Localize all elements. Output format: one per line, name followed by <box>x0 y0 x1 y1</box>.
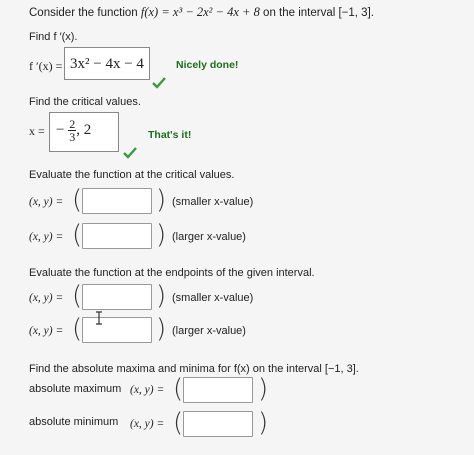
absolute-min-input[interactable] <box>183 411 253 437</box>
fraction-numerator: 2 <box>69 117 76 131</box>
absolute-max-lhs: (x, y) = <box>130 384 165 396</box>
critical-values-feedback: That's it! <box>148 129 192 141</box>
close-paren: ) <box>258 374 269 404</box>
derivative-answer: 3x² − 4x − 4 <box>70 56 144 72</box>
critical-row2-note: (larger x-value) <box>172 231 246 243</box>
close-paren: ) <box>156 185 167 215</box>
close-paren: ) <box>156 314 167 344</box>
endpoint-row1-lhs: (x, y) = <box>29 292 64 304</box>
critical-smaller-input[interactable] <box>82 188 152 214</box>
critical-values-lhs: x = <box>29 124 45 138</box>
checkmark-icon <box>123 147 137 159</box>
critical-row2-lhs: (x, y) = <box>29 231 64 243</box>
critical-larger-input[interactable] <box>82 223 152 249</box>
answer-sign: − <box>56 121 65 138</box>
text-cursor-icon <box>95 311 103 325</box>
critical-row1-note: (smaller x-value) <box>172 196 254 208</box>
fraction-denominator: 3 <box>69 130 76 144</box>
open-paren: ( <box>72 185 83 215</box>
absolute-max-label: absolute maximum <box>29 383 122 395</box>
evaluate-critical-prompt: Evaluate the function at the critical values. <box>29 169 235 181</box>
close-paren: ) <box>156 281 167 311</box>
endpoint-larger-input[interactable] <box>82 317 152 343</box>
open-paren: ( <box>72 281 83 311</box>
close-paren: ) <box>258 408 269 438</box>
evaluate-endpoints-prompt: Evaluate the function at the endpoints of the given interval. <box>29 267 315 279</box>
checkmark-icon <box>152 77 166 89</box>
function-expression: f(x) = x³ − 2x² − 4x + 8 <box>140 5 260 19</box>
critical-values-answer-box[interactable] <box>49 112 119 152</box>
endpoint-row2-lhs: (x, y) = <box>29 325 64 337</box>
derivative-answer-box[interactable] <box>64 47 150 80</box>
open-paren: ( <box>72 314 83 344</box>
endpoint-smaller-input[interactable] <box>82 284 152 310</box>
open-paren: ( <box>72 220 83 250</box>
open-paren: ( <box>173 408 184 438</box>
derivative-feedback: Nicely done! <box>176 59 239 71</box>
absolute-min-lhs: (x, y) = <box>130 418 165 430</box>
absolute-extrema-prompt: Find the absolute maxima and minima for f(x) on the interval [−1, 3]. <box>29 363 359 375</box>
close-paren: ) <box>156 220 167 250</box>
absolute-max-input[interactable] <box>183 377 253 403</box>
derivative-lhs: f ′(x) = <box>29 59 63 73</box>
derivative-prompt: Find f ′(x). <box>29 31 78 43</box>
critical-row1-lhs: (x, y) = <box>29 196 64 208</box>
answer-rest: , 2 <box>76 121 92 138</box>
critical-values-prompt: Find the critical values. <box>29 96 141 108</box>
open-paren: ( <box>173 374 184 404</box>
endpoint-row1-note: (smaller x-value) <box>172 292 254 304</box>
critical-values-answer <box>56 118 91 143</box>
intro-prefix: Consider the function <box>29 7 141 19</box>
endpoint-row2-note: (larger x-value) <box>172 325 246 337</box>
problem-statement <box>29 5 374 20</box>
absolute-min-label: absolute minimum <box>29 416 119 428</box>
intro-suffix: on the interval [−1, 3]. <box>259 7 374 19</box>
